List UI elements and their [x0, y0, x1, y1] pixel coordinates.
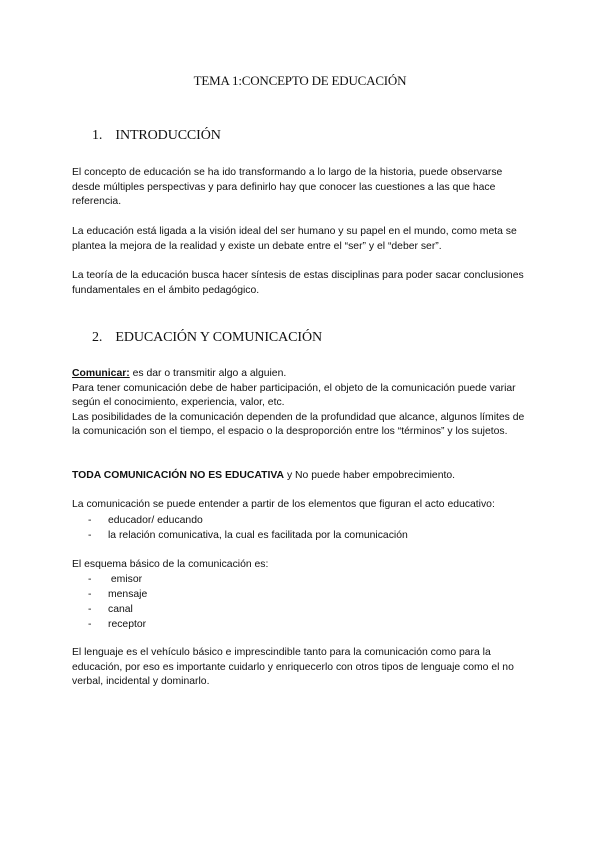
- section-1-heading: [92, 128, 221, 144]
- list-item: - canal: [88, 604, 133, 615]
- elements-list: [88, 513, 408, 543]
- definition-text: es dar o transmitir algo a alguien.: [129, 368, 287, 379]
- closing-paragraph: El lenguaje es el vehículo básico e imprescindible tanto para la comunicación como para la educación, por eso es importante cuidarlo y enriquecerlo con otros tipos de lenguaje como el no verbal, incidental y dominarlo.: [72, 647, 514, 687]
- scheme-list: [88, 572, 147, 632]
- list-item: - emisor: [88, 574, 143, 585]
- possibilities-text: Las posibilidades de la comunicación dependen de la profundidad que alcance, algunos límites de la comunicación son el tiempo, el espacio o la desproporción entre los “términos” y los sujetos.: [72, 411, 525, 437]
- section-2-number: 2.: [92, 330, 103, 345]
- list-item: - la relación comunicativa, la cual es facilitada por la comunicación: [88, 530, 408, 541]
- definition-term: Comunicar:: [72, 368, 130, 379]
- emphasis-bold: TODA COMUNICACIÓN NO ES EDUCATIVA: [72, 470, 285, 481]
- elements-intro: La comunicación se puede entender a partir de los elementos que figuran el acto educativo:: [72, 499, 495, 510]
- intro-paragraph-1: El concepto de educación se ha ido transformando a lo largo de la historia, puede observarse desde múltiples perspectivas y para definirlo hay que conocer las cuestiones a las que hace referencia.: [72, 167, 503, 207]
- list-item: - receptor: [88, 619, 147, 630]
- scheme-intro: El esquema básico de la comunicación es:: [72, 559, 269, 570]
- intro-paragraph-3: La teoría de la educación busca hacer síntesis de estas disciplinas para poder sacar conclusiones fundamentales en el ámbito pedagógico.: [72, 270, 524, 296]
- intro-paragraph-2: La educación está ligada a la visión ideal del ser humano y su papel en el mundo, como meta se plantea la mejora de la realidad y existe un debate entre el “ser” y el “deber ser”.: [72, 226, 517, 252]
- section-1-number: 1.: [92, 128, 103, 143]
- section-1-title: INTRODUCCIÓN: [115, 128, 221, 143]
- participation-text: Para tener comunicación debe de haber participación, el objeto de la comunicación puede variar según el conocimiento, experiencia, valor, etc.: [72, 382, 516, 408]
- definition-block: [72, 367, 527, 440]
- list-item: - mensaje: [88, 589, 148, 600]
- page-title: TEMA 1:CONCEPTO DE EDUCACIÓN: [193, 73, 407, 88]
- emphasis-rest: y No puede haber empobrecimiento.: [284, 470, 456, 481]
- emphasis-line: [72, 469, 527, 484]
- section-2-heading: [92, 330, 322, 346]
- definition-line: [72, 367, 527, 382]
- section-2-title: EDUCACIÓN Y COMUNICACIÓN: [115, 330, 322, 345]
- list-item: - educador/ educando: [88, 515, 203, 526]
